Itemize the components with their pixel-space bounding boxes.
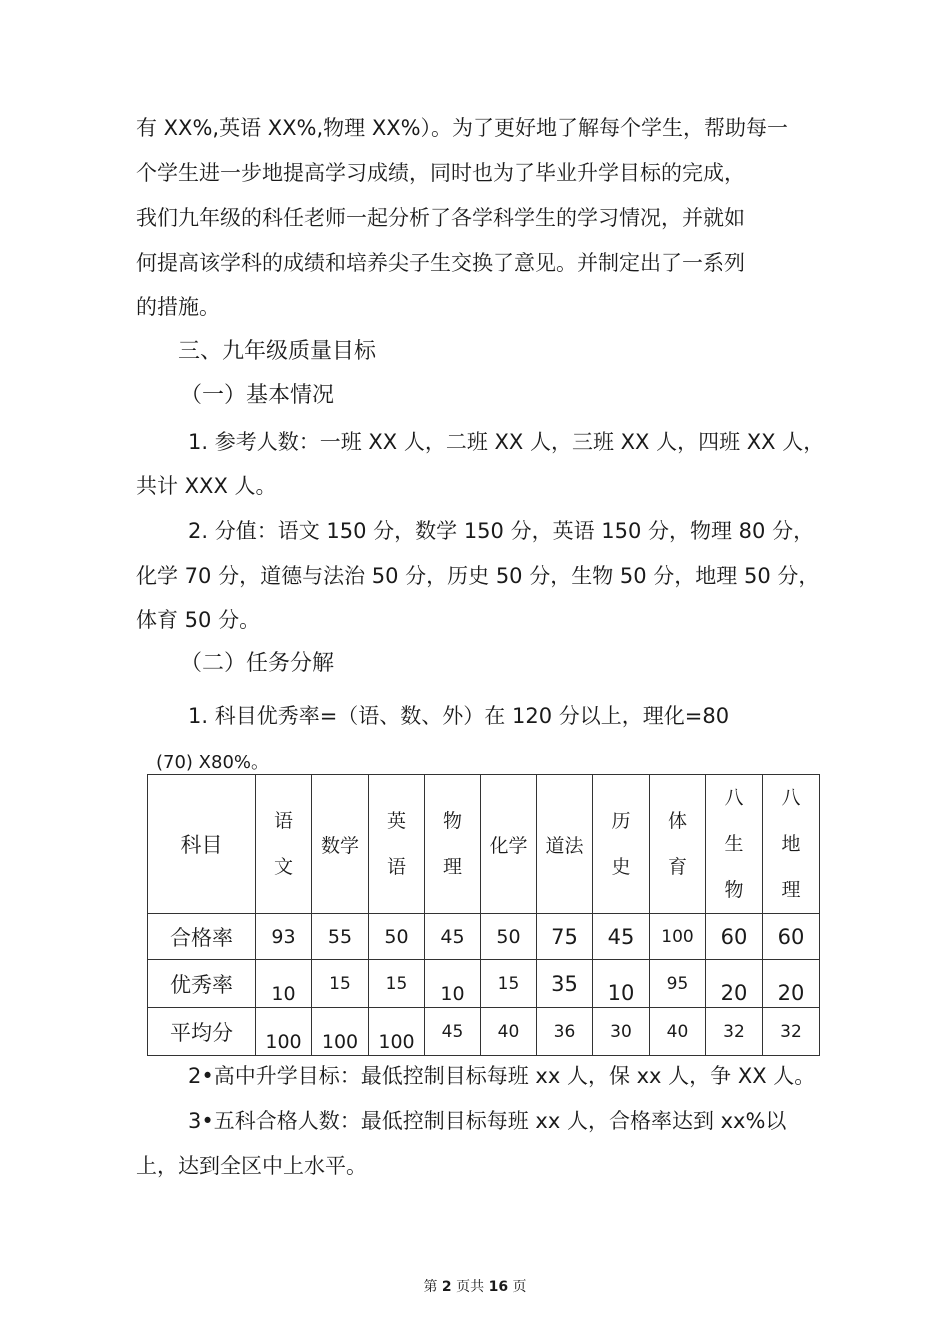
footer-middle: 页共 xyxy=(456,1279,485,1295)
subsection-2-heading: （二）任务分解 xyxy=(180,651,335,676)
task-1-line-1: 1. 科目优秀率=（语、数、外）在 120 分以上，理化=80 xyxy=(188,704,730,728)
table-cell: 100 xyxy=(312,1008,369,1056)
table-cell: 36 xyxy=(537,1008,593,1056)
intro-line-5: 的措施。 xyxy=(136,295,220,319)
subject-label: 历史 xyxy=(611,810,631,878)
intro-line-4: 何提高该学科的成绩和培养尖子生交换了意见。并制定出了一系列 xyxy=(136,251,745,275)
table-cell: 20 xyxy=(706,960,763,1008)
table-cell: 15 xyxy=(312,960,369,1008)
table-cell: 93 xyxy=(256,914,312,960)
item-1-line-2: 共计 XXX 人。 xyxy=(136,474,277,498)
table-cell: 100 xyxy=(369,1008,425,1056)
header-history xyxy=(593,775,650,914)
row-label: 优秀率 xyxy=(148,960,256,1008)
table-cell: 60 xyxy=(763,914,820,960)
quality-target-table xyxy=(147,774,820,1056)
table-cell: 20 xyxy=(763,960,820,1008)
subject-label: 体育 xyxy=(668,810,688,878)
table-cell: 10 xyxy=(593,960,650,1008)
subject-label: 数学 xyxy=(320,834,359,857)
table-cell: 10 xyxy=(425,960,481,1008)
table-cell: 32 xyxy=(763,1008,820,1056)
header-chemistry xyxy=(481,775,537,914)
subject-label: 物理 xyxy=(443,810,463,878)
table-cell: 50 xyxy=(369,914,425,960)
table-cell: 75 xyxy=(537,914,593,960)
table-cell: 40 xyxy=(481,1008,537,1056)
subject-label: 八生物 xyxy=(724,787,744,901)
table-cell: 32 xyxy=(706,1008,763,1056)
footer-prefix: 第 xyxy=(423,1279,438,1295)
item-2-line-1: 2. 分值：语文 150 分，数学 150 分，英语 150 分，物理 80 分， xyxy=(188,519,815,543)
subject-label: 八地理 xyxy=(781,787,801,901)
page-footer xyxy=(0,1276,950,1296)
header-pe xyxy=(650,775,706,914)
task-3-line-1: 3•五科合格人数：最低控制目标每班 xx 人，合格率达到 xx%以 xyxy=(188,1109,787,1133)
header-chinese xyxy=(256,775,312,914)
task-2-line: 2•高中升学目标：最低控制目标每班 xx 人，保 xx 人，争 XX 人。 xyxy=(188,1064,816,1088)
table-cell: 100 xyxy=(650,914,706,960)
table-row-excellence-rate xyxy=(148,960,820,1008)
subject-label: 英语 xyxy=(387,810,407,878)
table-row-average-score xyxy=(148,1008,820,1056)
header-english xyxy=(369,775,425,914)
intro-line-1: 有 XX%,英语 XX%,物理 XX%）。为了更好地了解每个学生，帮助每一 xyxy=(136,116,789,140)
item-1-line-1: 1. 参考人数：一班 XX 人，二班 XX 人，三班 XX 人，四班 XX 人， xyxy=(188,430,825,454)
subject-label: 语文 xyxy=(274,810,294,878)
task-3-line-2: 上，达到全区中上水平。 xyxy=(136,1154,367,1178)
table-cell: 50 xyxy=(481,914,537,960)
subject-label: 道法 xyxy=(545,834,584,857)
header-biology xyxy=(706,775,763,914)
table-cell: 15 xyxy=(481,960,537,1008)
table-cell: 60 xyxy=(706,914,763,960)
table-cell: 45 xyxy=(425,914,481,960)
item-2-line-3: 体育 50 分。 xyxy=(136,608,261,632)
table-cell: 45 xyxy=(425,1008,481,1056)
header-physics xyxy=(425,775,481,914)
table-cell: 100 xyxy=(256,1008,312,1056)
section-3-heading: 三、九年级质量目标 xyxy=(178,339,377,364)
corner-cell xyxy=(148,775,256,914)
intro-line-2: 个学生进一步地提高学习成绩，同时也为了毕业升学目标的完成， xyxy=(136,161,745,185)
task-1-line-2: (70) X80%。 xyxy=(156,752,270,773)
footer-page-number: 2 xyxy=(441,1279,452,1295)
table-header-row xyxy=(148,775,820,914)
table-cell: 35 xyxy=(537,960,593,1008)
footer-suffix: 页 xyxy=(512,1279,527,1295)
table-cell: 10 xyxy=(256,960,312,1008)
table-cell: 40 xyxy=(650,1008,706,1056)
row-label: 合格率 xyxy=(148,914,256,960)
header-geography xyxy=(763,775,820,914)
table-cell: 55 xyxy=(312,914,369,960)
subject-label: 化学 xyxy=(489,834,528,857)
row-label: 平均分 xyxy=(148,1008,256,1056)
footer-total-pages: 16 xyxy=(488,1279,509,1295)
table-cell: 30 xyxy=(593,1008,650,1056)
table-cell: 15 xyxy=(369,960,425,1008)
corner-label: 科目 xyxy=(180,833,223,857)
header-morality-law xyxy=(537,775,593,914)
table-row-pass-rate xyxy=(148,914,820,960)
subsection-1-heading: （一）基本情况 xyxy=(180,383,335,408)
header-math xyxy=(312,775,369,914)
table-cell: 45 xyxy=(593,914,650,960)
table-cell: 95 xyxy=(650,960,706,1008)
item-2-line-2: 化学 70 分，道德与法治 50 分，历史 50 分，生物 50 分，地理 50 分， xyxy=(136,564,820,588)
intro-line-3: 我们九年级的科任老师一起分析了各学科学生的学习情况，并就如 xyxy=(136,206,745,230)
